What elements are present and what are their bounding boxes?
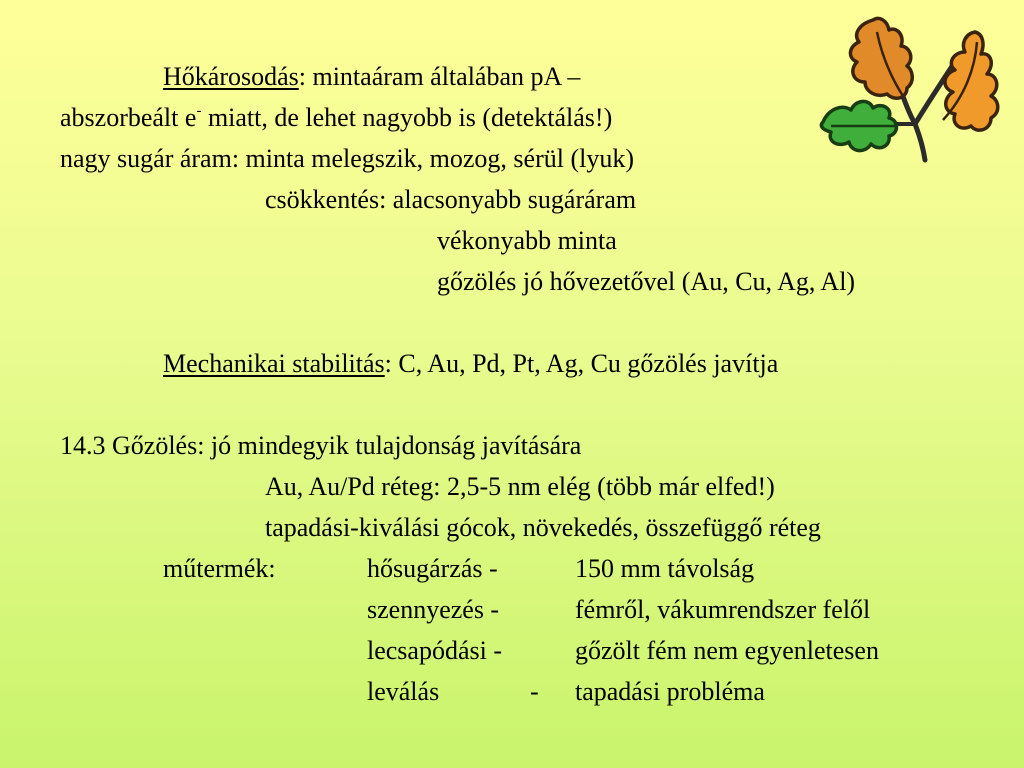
artifact-value-distance: 150 mm távolság xyxy=(575,554,755,583)
artifact-value-contamination: fémről, vákumrendszer felől xyxy=(575,595,871,624)
artifacts-label: műtermék: xyxy=(163,554,276,583)
heat-damage-heading: Hőkárosodás xyxy=(163,62,299,91)
nucleation-line: tapadási-kiválási gócok, növekedés, összefüggő réteg xyxy=(265,513,821,542)
oak-leaves-icon xyxy=(815,12,1005,182)
artifact-key-contamination: szennyezés - xyxy=(367,595,500,624)
mechanical-stability-line xyxy=(163,349,778,379)
reduction-line: csökkentés: alacsonyabb sugáráram xyxy=(265,185,637,214)
heat-damage-text: : mintaáram általában pA – xyxy=(298,62,581,91)
absorbed-electron-text-rest: miatt, de lehet nagyobb is (detektálás!) xyxy=(201,103,613,132)
artifact-key-deposition: lecsapódási - xyxy=(367,636,503,665)
mechanical-stability-text: : C, Au, Pd, Pt, Ag, Cu gőzölés javítja xyxy=(384,349,779,378)
mechanical-stability-heading: Mechanikai stabilitás xyxy=(163,349,385,378)
artifact-key-peeling: leválás xyxy=(367,677,440,706)
gold-layer-line: Au, Au/Pd réteg: 2,5-5 nm elég (több már elfed!) xyxy=(265,472,775,501)
absorbed-electron-text: abszorbeált e xyxy=(60,103,197,132)
artifact-value-peeling: tapadási probléma xyxy=(575,677,765,706)
thinner-sample-line: vékonyabb minta xyxy=(437,226,617,255)
electron-charge-superscript: - xyxy=(196,103,202,119)
large-beam-current-line: nagy sugár áram: minta melegszik, mozog, sérül (lyuk) xyxy=(60,144,635,173)
heat-damage-line xyxy=(163,62,580,92)
artifact-dash-peeling: - xyxy=(530,677,539,706)
section-coating-heading: 14.3 Gőzölés: jó mindegyik tulajdonság javítására xyxy=(60,431,582,460)
absorbed-electron-line xyxy=(60,103,612,137)
artifact-key-heat-radiation: hősugárzás - xyxy=(367,554,498,583)
coating-conductor-line: gőzölés jó hővezetővel (Au, Cu, Ag, Al) xyxy=(437,267,856,296)
artifact-value-deposition: gőzölt fém nem egyenletesen xyxy=(575,636,879,665)
